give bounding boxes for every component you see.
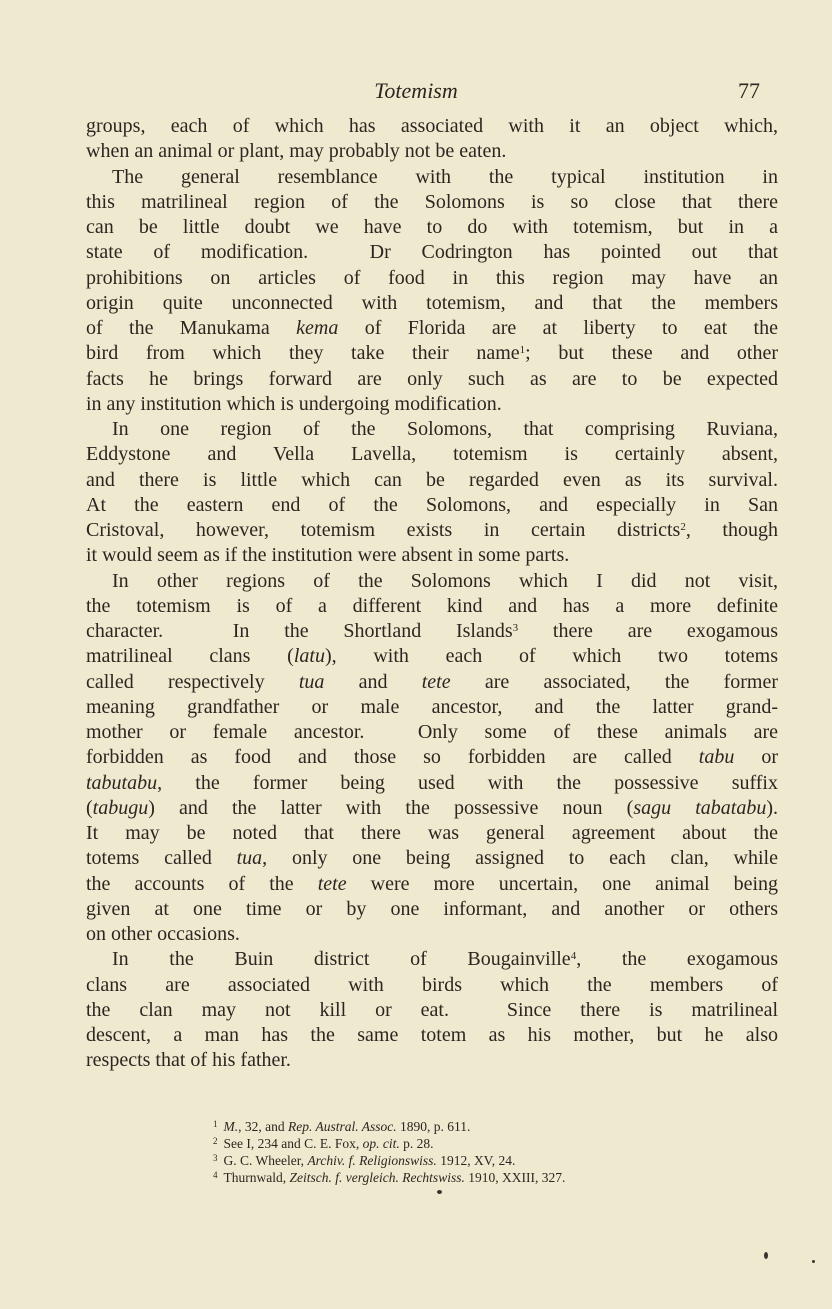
text-line bbox=[86, 644, 778, 669]
text-run: meaning grandfather or male ancestor, and the latter grand- bbox=[86, 695, 778, 718]
text-run: p. 28. bbox=[399, 1136, 434, 1151]
footnote-marker: 3 bbox=[512, 622, 519, 634]
text-line bbox=[86, 897, 778, 922]
italic-text: tabugu bbox=[92, 796, 149, 819]
italic-text: Rep. Austral. Assoc. bbox=[288, 1119, 397, 1134]
text-line bbox=[86, 846, 778, 871]
text-run: Thurnwald, bbox=[223, 1170, 290, 1185]
text-run: when an animal or plant, may probably not be eaten. bbox=[86, 140, 507, 163]
text-line bbox=[86, 973, 778, 998]
footnote-marker: 2 bbox=[680, 521, 686, 533]
text-run: and there is little which can be regarded even as its survival. bbox=[86, 468, 778, 491]
text-run: It may be noted that there was general agreement about the bbox=[86, 822, 778, 844]
text-run: the totemism is of a different kind and has a more definite bbox=[86, 594, 778, 617]
text-run: of the Manukama bbox=[86, 317, 297, 339]
text-run: 1890, p. 611. bbox=[396, 1119, 471, 1134]
text-run: given at one time or by one informant, and another or others bbox=[86, 897, 778, 920]
text-run: it would seem as if the institution were absent in some parts. bbox=[86, 544, 570, 567]
text-run: 1910, XXIII, 327. bbox=[464, 1170, 566, 1185]
footnotes bbox=[213, 1118, 565, 1186]
italic-text: Zeitsch. f. vergleich. Rechtswiss. bbox=[289, 1170, 465, 1185]
italic-text: tete bbox=[421, 670, 451, 693]
text-line bbox=[86, 543, 778, 568]
text-run: ( bbox=[86, 796, 93, 819]
scan-speck bbox=[812, 1260, 815, 1263]
text-line bbox=[86, 165, 778, 190]
text-run: this matrilineal region of the Solomons is so close that there bbox=[86, 190, 778, 213]
text-run: 1912, XV, 24. bbox=[436, 1153, 516, 1168]
text-line bbox=[86, 518, 778, 543]
text-run: origin quite unconnected with totemism, and that the members bbox=[86, 291, 778, 314]
text-run: ; but these and other bbox=[525, 342, 778, 365]
italic-text: sagu tabatabu bbox=[633, 796, 767, 819]
body-text bbox=[86, 114, 778, 1074]
footnote bbox=[213, 1135, 565, 1152]
text-run: In other regions of the Solomons which I did not visit, bbox=[112, 569, 778, 592]
footnote-marker: 2 bbox=[213, 1136, 218, 1146]
text-run: character. In the Shortland Islands bbox=[86, 620, 513, 642]
text-run: there are exogamous bbox=[518, 620, 778, 642]
text-line bbox=[86, 872, 778, 897]
text-run: and bbox=[324, 670, 422, 693]
text-line bbox=[86, 190, 778, 215]
footnote-marker: 3 bbox=[213, 1153, 218, 1163]
text-run: The general resemblance with the typical institution in bbox=[112, 165, 778, 188]
footnote-marker: 4 bbox=[213, 1170, 218, 1180]
text-line bbox=[86, 745, 778, 770]
text-line bbox=[86, 720, 778, 745]
text-line bbox=[86, 771, 778, 796]
text-run: the clan may not kill or eat. Since there is matrilineal bbox=[86, 998, 778, 1021]
text-line bbox=[86, 341, 778, 366]
footnote bbox=[213, 1118, 565, 1135]
text-line bbox=[86, 442, 778, 467]
text-line bbox=[86, 316, 778, 341]
italic-text: Archiv. f. Religionswiss. bbox=[307, 1153, 437, 1168]
text-line bbox=[86, 266, 778, 291]
text-run: respects that of his father. bbox=[86, 1049, 291, 1072]
footnote-marker: 1 bbox=[213, 1119, 218, 1129]
text-run: In the Buin district of Bougainville bbox=[112, 948, 571, 971]
text-line bbox=[86, 493, 778, 518]
page-number: 77 bbox=[738, 78, 760, 103]
italic-text: tabu bbox=[698, 746, 735, 769]
text-run: G. C. Wheeler, bbox=[223, 1153, 308, 1168]
text-run: are associated, the former bbox=[450, 670, 778, 693]
footnote bbox=[213, 1152, 565, 1169]
text-run: , only one being assigned to each clan, while bbox=[262, 847, 778, 870]
italic-text: latu bbox=[293, 645, 325, 668]
text-run: forbidden as food and those so forbidden are called bbox=[86, 746, 699, 769]
italic-text: tua bbox=[236, 847, 263, 870]
text-line bbox=[86, 670, 778, 695]
text-run: were more uncertain, one animal being bbox=[346, 872, 779, 895]
text-run: bird from which they take their name bbox=[86, 342, 520, 365]
text-run: of Florida are at liberty to eat the bbox=[338, 317, 778, 339]
text-line bbox=[86, 367, 778, 392]
text-run: state of modification. Dr Codrington has pointed out that bbox=[86, 241, 778, 264]
footnote-marker: 4 bbox=[570, 950, 577, 963]
text-run: , though bbox=[685, 519, 778, 541]
text-line bbox=[86, 947, 778, 972]
text-run: matrilineal clans ( bbox=[86, 645, 294, 668]
text-run: or bbox=[734, 746, 778, 769]
footnote-marker: 1 bbox=[519, 344, 526, 357]
text-line bbox=[86, 291, 778, 316]
text-line bbox=[86, 392, 778, 417]
text-run: can be little doubt we have to do with totemism, but in a bbox=[86, 216, 778, 238]
text-run: on other occasions. bbox=[86, 923, 240, 945]
text-run: facts he brings forward are only such as are to be expected bbox=[86, 367, 778, 390]
text-run: descent, a man has the same totem as his mother, but he also bbox=[86, 1024, 778, 1046]
text-run: prohibitions on articles of food in this region may have an bbox=[86, 266, 778, 289]
text-run: called respectively bbox=[86, 670, 299, 693]
text-line bbox=[86, 569, 778, 594]
text-run: the accounts of the bbox=[86, 872, 318, 895]
scan-speck bbox=[437, 1190, 442, 1194]
italic-text: kema bbox=[296, 317, 339, 339]
text-run: At the eastern end of the Solomons, and especially in San bbox=[86, 493, 778, 516]
text-line bbox=[86, 922, 778, 947]
text-line bbox=[86, 417, 778, 442]
text-line bbox=[86, 139, 778, 164]
text-line bbox=[86, 114, 778, 139]
text-run: ). bbox=[766, 796, 778, 819]
text-run: ), with each of which two totems bbox=[324, 645, 778, 668]
italic-text: tua bbox=[298, 670, 325, 693]
text-line bbox=[86, 821, 778, 846]
text-line bbox=[86, 240, 778, 265]
italic-text: op. cit. bbox=[362, 1136, 400, 1151]
text-run: in any institution which is undergoing modification. bbox=[86, 392, 502, 415]
text-line bbox=[86, 695, 778, 720]
text-line bbox=[86, 468, 778, 493]
text-line bbox=[86, 998, 778, 1023]
text-line bbox=[86, 619, 778, 644]
text-run: , the former being used with the possessive suffix bbox=[157, 771, 778, 794]
running-head-title: Totemism bbox=[374, 78, 458, 103]
text-run: groups, each of which has associated with it an object which, bbox=[86, 115, 778, 137]
text-line bbox=[86, 1023, 778, 1048]
text-run: totems called bbox=[86, 847, 237, 870]
text-line bbox=[86, 594, 778, 619]
scan-speck bbox=[764, 1252, 768, 1259]
text-line bbox=[86, 215, 778, 240]
footnote bbox=[213, 1169, 565, 1186]
text-run: Cristoval, however, totemism exists in certain districts bbox=[86, 519, 681, 541]
text-run: See I, 234 and C. E. Fox, bbox=[223, 1136, 363, 1151]
text-line bbox=[86, 1048, 778, 1073]
italic-text: M. bbox=[223, 1119, 239, 1134]
text-line bbox=[86, 796, 778, 821]
text-run: ) and the latter with the possessive noun ( bbox=[148, 796, 634, 819]
text-run: In one region of the Solomons, that comprising Ruviana, bbox=[112, 418, 778, 440]
italic-text: tabutabu bbox=[86, 771, 158, 794]
text-run: , the exogamous bbox=[576, 948, 778, 971]
text-run: Eddystone and Vella Lavella, totemism is certainly absent, bbox=[86, 443, 778, 466]
text-run: clans are associated with birds which the members of bbox=[86, 973, 778, 996]
text-run: mother or female ancestor. Only some of these animals are bbox=[86, 721, 778, 743]
italic-text: tete bbox=[317, 872, 347, 895]
text-run: , 32, and bbox=[238, 1119, 288, 1134]
